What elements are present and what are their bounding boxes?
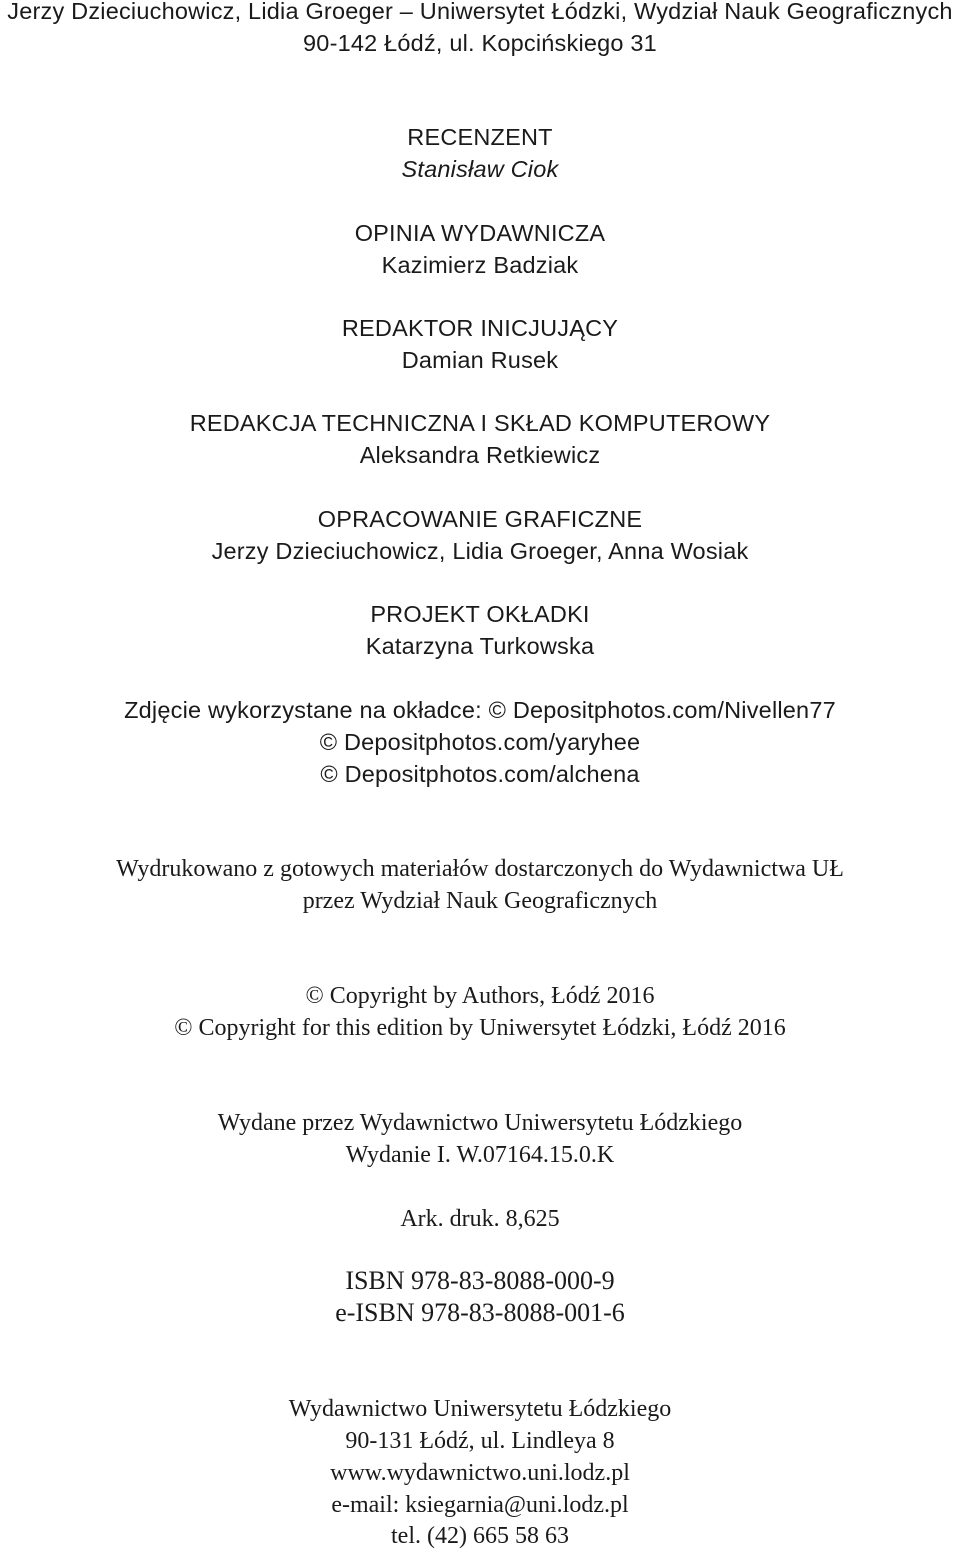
technical-editing-heading: REDAKCJA TECHNICZNA I SKŁAD KOMPUTEROWY — [189, 410, 771, 436]
affiliation-line-1: Jerzy Dzieciuchowicz, Lidia Groeger – Uniwersytet Łódzki, Wydział Nauk Geograficznych — [7, 0, 953, 24]
initiating-editor-heading: REDAKTOR INICJUJĄCY — [341, 315, 619, 341]
publisher-name: Wydawnictwo Uniwersytetu Łódzkiego — [288, 1396, 672, 1422]
initiating-editor-name: Damian Rusek — [401, 347, 559, 373]
isbn-electronic: e-ISBN 978-83-8088-001-6 — [335, 1298, 625, 1327]
publisher-address: 90-131 Łódź, ul. Lindleya 8 — [345, 1428, 615, 1454]
publisher-email: e-mail: ksiegarnia@uni.lodz.pl — [331, 1492, 629, 1518]
cover-photo-line-2: © Depositphotos.com/yaryhee — [319, 729, 641, 755]
cover-photo-line-3: © Depositphotos.com/alchena — [320, 761, 640, 787]
publisher-website: www.wydawnictwo.uni.lodz.pl — [330, 1460, 630, 1486]
cover-design-heading: PROJEKT OKŁADKI — [370, 601, 590, 627]
isbn-print: ISBN 978-83-8088-000-9 — [345, 1266, 615, 1295]
copyright-authors: © Copyright by Authors, Łódź 2016 — [305, 983, 655, 1009]
edition-publisher: Wydane przez Wydawnictwo Uniwersytetu Łódzkiego — [217, 1110, 743, 1136]
edition-number: Wydanie I. W.07164.15.0.K — [345, 1142, 615, 1168]
printing-sheets: Ark. druk. 8,625 — [400, 1206, 560, 1232]
publisher-opinion-name: Kazimierz Badziak — [381, 252, 579, 278]
graphics-heading: OPRACOWANIE GRAFICZNE — [317, 506, 643, 532]
reviewer-name: Stanisław Ciok — [401, 156, 559, 182]
copyright-edition: © Copyright for this edition by Uniwersytet Łódzki, Łódź 2016 — [174, 1015, 786, 1041]
technical-editing-name: Aleksandra Retkiewicz — [359, 442, 601, 468]
cover-photo-line-1: Zdjęcie wykorzystane na okładce: © Depositphotos.com/Nivellen77 — [124, 697, 836, 723]
graphics-names: Jerzy Dzieciuchowicz, Lidia Groeger, Anna Wosiak — [211, 538, 749, 564]
reviewer-heading: RECENZENT — [407, 124, 553, 150]
affiliation-line-2: 90-142 Łódź, ul. Kopcińskiego 31 — [303, 30, 657, 56]
printing-note-line-2: przez Wydział Nauk Geograficznych — [302, 888, 658, 914]
printing-note-line-1: Wydrukowano z gotowych materiałów dostarczonych do Wydawnictwa UŁ — [116, 856, 844, 882]
cover-design-name: Katarzyna Turkowska — [365, 633, 595, 659]
publisher-phone: tel. (42) 665 58 63 — [391, 1523, 569, 1549]
publisher-opinion-heading: OPINIA WYDAWNICZA — [354, 220, 606, 246]
